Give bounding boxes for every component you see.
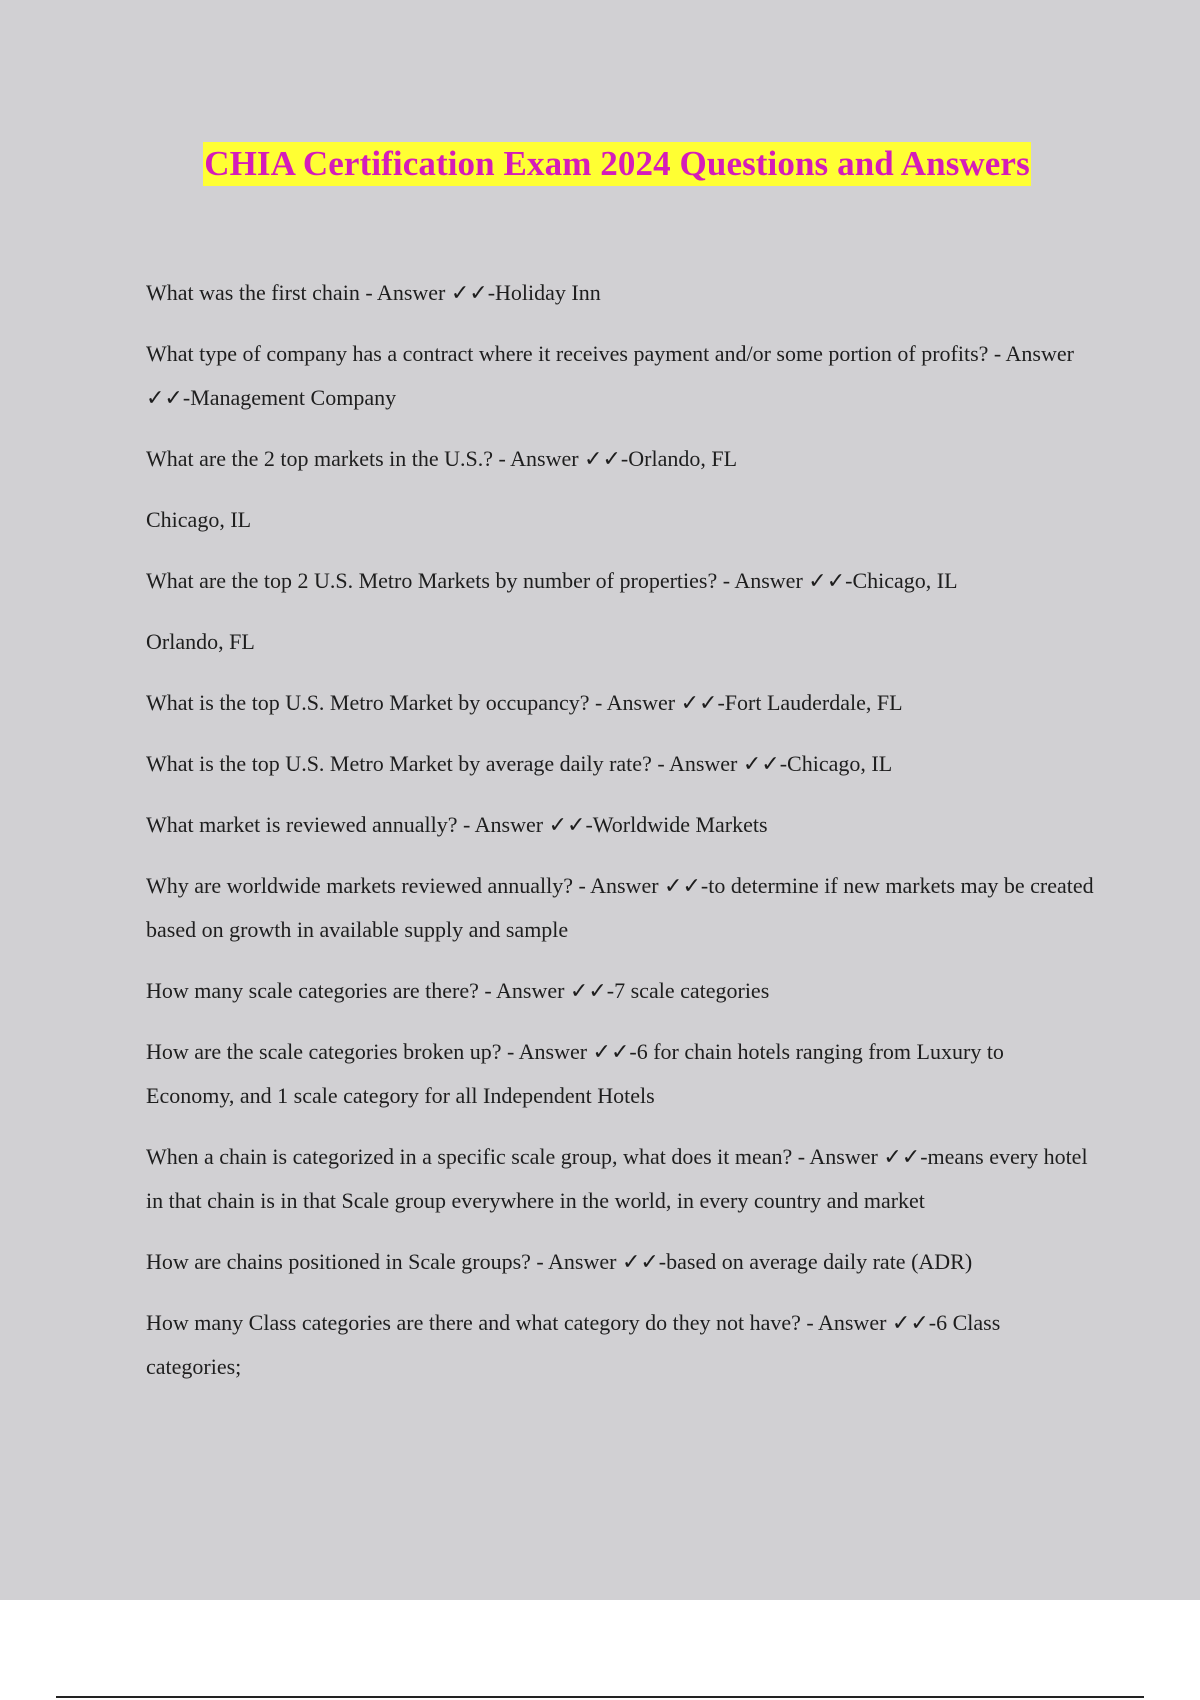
- qa-item: How are the scale categories broken up? - Answer ✓✓-6 for chain hotels ranging from Luxury to Economy, and 1 scale category for all Independent Hotels: [146, 1039, 1004, 1108]
- qa-item: What was the first chain - Answer ✓✓-Holiday Inn: [146, 280, 601, 305]
- qa-item: What type of company has a contract where it receives payment and/or some portion of profits? - Answer ✓✓-Management Company: [146, 341, 1074, 410]
- qa-item: Chicago, IL: [146, 507, 252, 532]
- qa-list: [146, 271, 1096, 1389]
- qa-item: What are the top 2 U.S. Metro Markets by number of properties? - Answer ✓✓-Chicago, IL: [146, 568, 958, 593]
- qa-item: When a chain is categorized in a specific scale group, what does it mean? - Answer ✓✓-means every hotel in that chain is in that Scale group everywhere in the world, in every country and market: [146, 1144, 1088, 1213]
- qa-item: What is the top U.S. Metro Market by occupancy? - Answer ✓✓-Fort Lauderdale, FL: [146, 690, 903, 715]
- qa-item: How many Class categories are there and what category do they not have? - Answer ✓✓-6 Class categories;: [146, 1310, 1001, 1379]
- qa-item: What market is reviewed annually? - Answer ✓✓-Worldwide Markets: [146, 812, 768, 837]
- qa-item: Why are worldwide markets reviewed annually? - Answer ✓✓-to determine if new markets may be created based on growth in available supply and sample: [146, 873, 1094, 942]
- document-title: CHIA Certification Exam 2024 Questions and Answers: [203, 142, 1031, 186]
- title-container: [0, 142, 1200, 186]
- footer-divider: [56, 1696, 1144, 1698]
- qa-item: How many scale categories are there? - Answer ✓✓-7 scale categories: [146, 978, 770, 1003]
- qa-item: Orlando, FL: [146, 629, 255, 654]
- qa-item: What is the top U.S. Metro Market by average daily rate? - Answer ✓✓-Chicago, IL: [146, 751, 893, 776]
- qa-item: What are the 2 top markets in the U.S.? - Answer ✓✓-Orlando, FL: [146, 446, 738, 471]
- page-footer-area: [0, 1600, 1200, 1700]
- qa-item: How are chains positioned in Scale groups? - Answer ✓✓-based on average daily rate (ADR): [146, 1249, 973, 1274]
